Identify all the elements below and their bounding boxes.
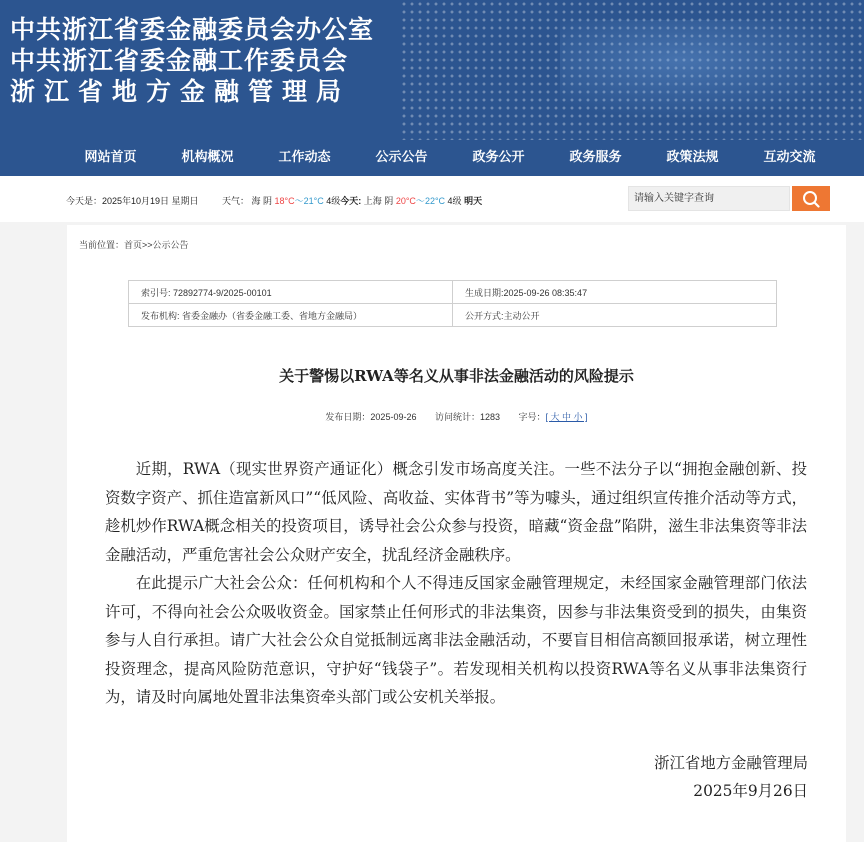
- site-title-line-3: 浙江省地方金融管理局: [10, 77, 351, 106]
- nav-policies[interactable]: 政策法规: [666, 150, 719, 165]
- nav-gov-affairs-open[interactable]: 政务公开: [472, 150, 525, 165]
- nav-home[interactable]: 网站首页: [84, 150, 137, 165]
- site-title-line-1: 中共浙江省委金融委员会办公室: [10, 15, 375, 44]
- signature-org: 浙江省地方金融管理局: [654, 754, 808, 772]
- article-body: [105, 455, 807, 712]
- meta-index-number: 索引号: 72892774-9/2025-00101: [129, 281, 453, 304]
- article-title: 关于警惕以RWA等名义从事非法金融活动的风险提示: [279, 367, 634, 385]
- signature-date: 2025年9月26日: [693, 782, 808, 800]
- article-stats: [67, 410, 846, 423]
- search-button[interactable]: [792, 186, 830, 211]
- nav-interaction[interactable]: 互动交流: [763, 150, 816, 165]
- article-signature: [654, 749, 808, 805]
- info-bar: [0, 176, 864, 222]
- breadcrumb[interactable]: 当前位置：首页>>公示公告: [79, 240, 189, 250]
- meta-publisher: 发布机构: 省委金融办（省委金融工委、省地方金融局）: [129, 304, 453, 327]
- article-paragraph: 在此提示广大社会公众：任何机构和个人不得违反国家金融管理规定，未经国家金融管理部门依法许可，不得向社会公众吸收资金。国家禁止任何形式的非法集资，因参与非法集资受到的损失，由集资参与人自行承担。请广大社会公众自觉抵制远离非法金融活动，不要盲目相信高额回报承诺，树立理性投资理念，提高风险防范意识，守护好“钱袋子”。若发现相关机构以投资RWA等名义从事非法集资行为，请及时向属地处置非法集资牵头部门或公安机关举报。: [105, 574, 807, 706]
- font-size-control: 字号：[ 大 中 小 ]: [518, 412, 588, 422]
- publish-date: 发布日期：2025-09-26: [325, 412, 417, 422]
- meta-open-method: 公开方式:主动公开: [453, 304, 777, 327]
- weather-ticker: 天气： 海 阴 18°C～21°C 4级今天: 上海 阴 20°C～22°C 4级 明天: [222, 196, 483, 206]
- search-icon: [802, 190, 820, 208]
- article-container: [67, 225, 846, 842]
- nav-announcements[interactable]: 公示公告: [375, 150, 428, 165]
- nav-gov-services[interactable]: 政务服务: [569, 150, 622, 165]
- site-title-line-2: 中共浙江省委金融工作委员会: [10, 46, 349, 75]
- header-banner: [0, 0, 864, 140]
- main-nav: [0, 140, 864, 176]
- current-date: 今天是：2025年10月19日 星期日: [66, 196, 199, 206]
- article-metadata-table: [128, 280, 777, 327]
- font-size-options[interactable]: [ 大 中 小 ]: [545, 412, 588, 422]
- search-input[interactable]: 请输入关键字查询: [628, 186, 790, 211]
- meta-generated-date: 生成日期:2025-09-26 08:35:47: [453, 281, 777, 304]
- nav-organization[interactable]: 机构概况: [181, 150, 234, 165]
- visit-count: 访问统计：1283: [434, 412, 501, 422]
- article-paragraph: 近期，RWA（现实世界资产通证化）概念引发市场高度关注。一些不法分子以“拥抱金融创新、投资数字资产、抓住造富新风口”“低风险、高收益、实体背书”等为噱头，通过组织宣传推介活动等方式，趁机炒作RWA概念相关的投资项目，诱导社会公众参与投资，暗藏“资金盘”陷阱，滋生非法集资等非法金融活动，严重危害社会公众财产安全，扰乱经济金融秩序。: [105, 460, 807, 564]
- nav-work-news[interactable]: 工作动态: [278, 150, 331, 165]
